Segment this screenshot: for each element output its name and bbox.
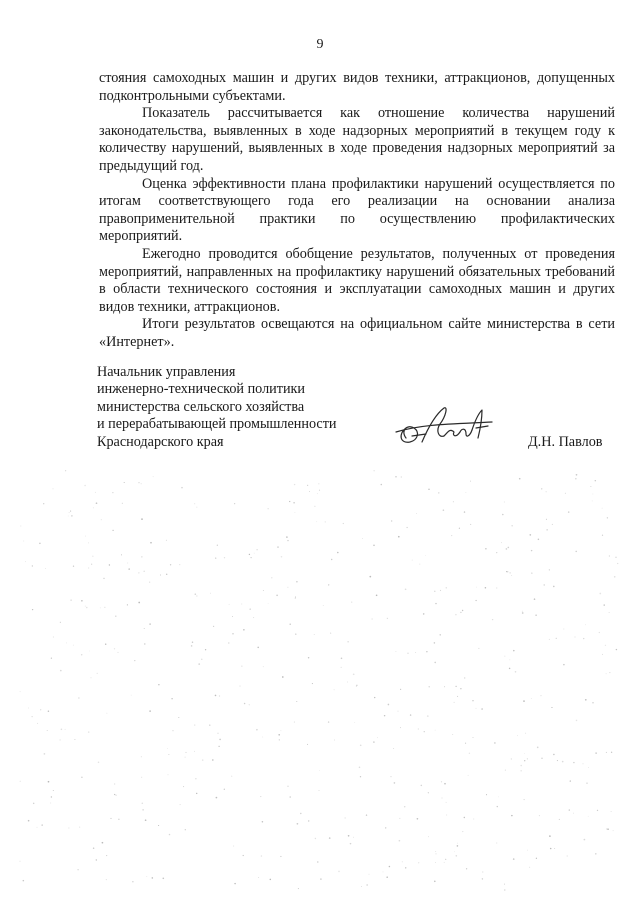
signatory-title-line: Начальник управления [97,364,236,380]
page-number: 9 [316,37,324,52]
paragraph-summary: Ежегодно проводится обобщение результатов, полученных от проведения мероприятий, направленных на профилактику нарушений обязательных требований в области технического состояния и эксплуатации самоходных машин и других видов техники, аттракционов. [99,245,615,315]
paragraph-evaluation: Оценка эффективности плана профилактики нарушений осуществляется по итогам соответствующего года его реализации на основании анализа правоприменительной практики по осуществлению профилактических мероприятий. [99,175,615,245]
signatory-title-line: инженерно-технической политики [97,381,306,398]
body-text [99,70,615,352]
signatory-title-line: Краснодарского края [97,433,224,450]
paragraph-continuation: стояния самоходных машин и других видов техники, аттракционов, допущенных подконтрольными субъектами. [99,70,615,104]
paragraph-indicator: Показатель рассчитывается как отношение количества нарушений законодательства, выявленных в ходе надзорных мероприятий в текущем году к количеству нарушений, выявленных в ходе проведения надзорных мероприятий за предыдущий год. [99,105,615,174]
signatory-title-line: и перерабатывающей промышленности [97,416,337,433]
signatory-title [97,364,397,451]
signatory-title-line: министерства сельского хозяйства [97,398,305,415]
handwritten-signature [392,398,502,460]
signatory-name: Д.Н. Павлов [528,434,603,450]
paragraph-publication: Итоги результатов освещаются на официальном сайте министерства в сети «Интернет». [99,316,615,350]
